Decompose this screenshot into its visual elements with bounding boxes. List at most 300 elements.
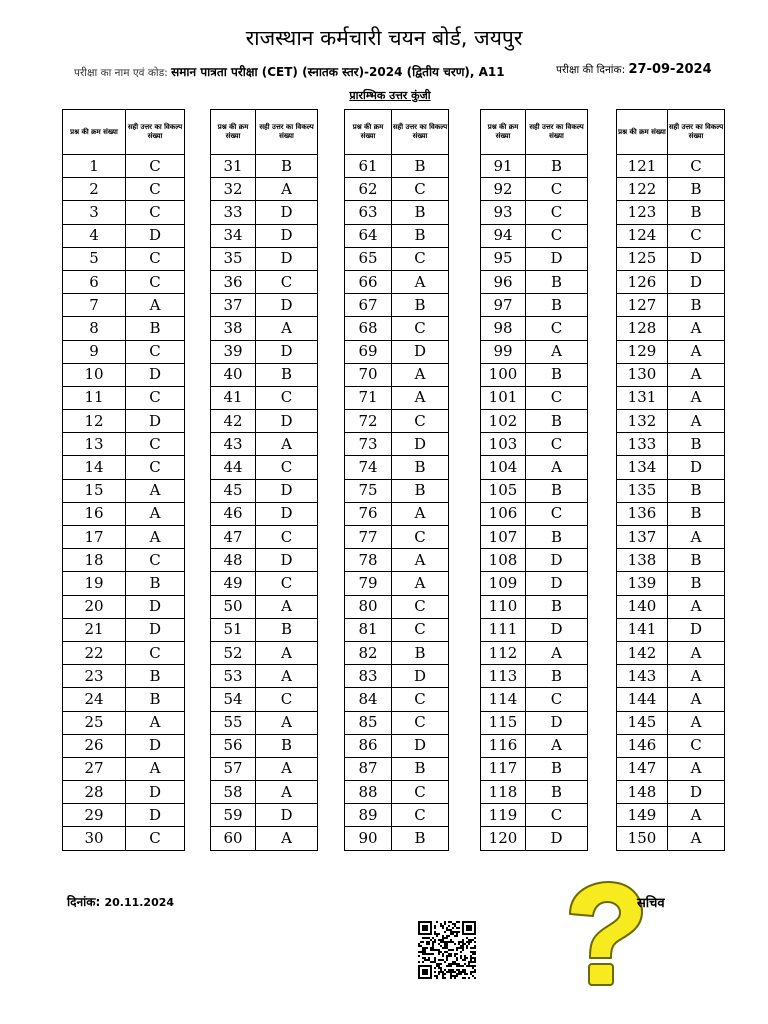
table-row xyxy=(211,711,318,734)
answer-option: D xyxy=(392,665,449,688)
table-row xyxy=(617,549,725,572)
table-row xyxy=(481,711,588,734)
question-number: 47 xyxy=(211,526,256,549)
question-number: 41 xyxy=(211,386,256,409)
table-row xyxy=(63,386,185,409)
answer-option: C xyxy=(256,572,318,595)
answer-option: A xyxy=(126,294,185,317)
question-number: 33 xyxy=(211,201,256,224)
question-number: 110 xyxy=(481,595,526,618)
answer-option: A xyxy=(392,572,449,595)
exam-label: परीक्षा का नाम एवं कोड: xyxy=(74,67,168,79)
answer-option: D xyxy=(526,549,588,572)
table-row xyxy=(481,572,588,595)
answer-option: C xyxy=(392,247,449,270)
answer-option: A xyxy=(256,665,318,688)
question-number: 146 xyxy=(617,734,668,757)
question-number: 128 xyxy=(617,317,668,340)
question-number: 81 xyxy=(345,618,392,641)
table-row xyxy=(211,317,318,340)
table-row xyxy=(617,363,725,386)
table-header-row xyxy=(345,110,449,155)
answer-option: A xyxy=(256,711,318,734)
table-row xyxy=(63,595,185,618)
table-row xyxy=(617,178,725,201)
table-row xyxy=(345,572,449,595)
table-row xyxy=(211,386,318,409)
answer-option-header: सही उत्तर का विकल्प संख्या xyxy=(668,110,725,155)
question-number: 93 xyxy=(481,201,526,224)
answer-option-header: सही उत्तर का विकल्प संख्या xyxy=(126,110,185,155)
answer-option: C xyxy=(126,827,185,850)
question-number: 58 xyxy=(211,781,256,804)
table-row xyxy=(63,433,185,456)
table-row xyxy=(345,526,449,549)
question-number: 63 xyxy=(345,201,392,224)
answer-option: C xyxy=(392,410,449,433)
table-row xyxy=(345,456,449,479)
question-number: 86 xyxy=(345,734,392,757)
question-number: 66 xyxy=(345,270,392,293)
question-number: 8 xyxy=(63,317,126,340)
table-row xyxy=(617,804,725,827)
answer-option: B xyxy=(668,502,725,525)
answer-option: D xyxy=(526,618,588,641)
answer-option: C xyxy=(668,155,725,178)
table-row xyxy=(63,549,185,572)
table-row xyxy=(345,549,449,572)
answer-option: C xyxy=(526,224,588,247)
table-header-row xyxy=(63,110,185,155)
answer-option: A xyxy=(126,526,185,549)
footer-date xyxy=(67,893,174,910)
question-number: 9 xyxy=(63,340,126,363)
answer-option: A xyxy=(668,386,725,409)
question-number: 108 xyxy=(481,549,526,572)
answer-option: D xyxy=(526,711,588,734)
answer-option: A xyxy=(256,317,318,340)
table-row xyxy=(481,201,588,224)
table-row xyxy=(211,456,318,479)
table-row xyxy=(481,155,588,178)
table-row xyxy=(481,595,588,618)
question-number: 132 xyxy=(617,410,668,433)
table-row xyxy=(481,386,588,409)
table-row xyxy=(63,804,185,827)
answer-table-5 xyxy=(616,109,725,851)
answer-option: A xyxy=(668,804,725,827)
question-number: 15 xyxy=(63,479,126,502)
question-number: 94 xyxy=(481,224,526,247)
answer-option: B xyxy=(526,270,588,293)
answer-option: B xyxy=(668,479,725,502)
question-number: 144 xyxy=(617,688,668,711)
answer-option: C xyxy=(526,178,588,201)
answer-option: D xyxy=(256,201,318,224)
question-number: 109 xyxy=(481,572,526,595)
table-row xyxy=(481,270,588,293)
table-row xyxy=(617,247,725,270)
question-number: 2 xyxy=(63,178,126,201)
answer-option: B xyxy=(126,665,185,688)
answer-option: D xyxy=(392,734,449,757)
table-row xyxy=(63,155,185,178)
table-row xyxy=(345,363,449,386)
table-row xyxy=(63,340,185,363)
table-row xyxy=(211,781,318,804)
question-number: 40 xyxy=(211,363,256,386)
table-row xyxy=(345,178,449,201)
question-number: 91 xyxy=(481,155,526,178)
answer-option: B xyxy=(526,410,588,433)
question-number: 14 xyxy=(63,456,126,479)
answer-option: D xyxy=(126,734,185,757)
question-number: 97 xyxy=(481,294,526,317)
table-row xyxy=(345,201,449,224)
question-number: 17 xyxy=(63,526,126,549)
answer-option: C xyxy=(526,502,588,525)
table-row xyxy=(345,270,449,293)
question-number: 114 xyxy=(481,688,526,711)
table-row xyxy=(617,711,725,734)
answer-option: B xyxy=(126,317,185,340)
answer-option: B xyxy=(392,757,449,780)
page-title: राजस्थान कर्मचारी चयन बोर्ड, जयपुर xyxy=(245,26,523,50)
table-row xyxy=(211,549,318,572)
question-number: 133 xyxy=(617,433,668,456)
question-number: 105 xyxy=(481,479,526,502)
question-number: 85 xyxy=(345,711,392,734)
question-number: 126 xyxy=(617,270,668,293)
answer-option: B xyxy=(526,155,588,178)
question-number: 96 xyxy=(481,270,526,293)
answer-option: B xyxy=(668,549,725,572)
table-row xyxy=(211,224,318,247)
question-number: 71 xyxy=(345,386,392,409)
answer-option: D xyxy=(668,618,725,641)
answer-option: A xyxy=(668,688,725,711)
answer-option: C xyxy=(668,224,725,247)
table-row xyxy=(481,526,588,549)
question-number: 77 xyxy=(345,526,392,549)
table-row xyxy=(345,502,449,525)
question-number: 134 xyxy=(617,456,668,479)
answer-option: D xyxy=(256,224,318,247)
question-number: 74 xyxy=(345,456,392,479)
answer-option: D xyxy=(256,340,318,363)
answer-option: C xyxy=(526,804,588,827)
table-row xyxy=(63,247,185,270)
answer-option: B xyxy=(668,433,725,456)
answer-option: C xyxy=(392,781,449,804)
question-number: 104 xyxy=(481,456,526,479)
answer-option: C xyxy=(526,386,588,409)
question-number: 25 xyxy=(63,711,126,734)
question-number: 23 xyxy=(63,665,126,688)
table-row xyxy=(345,665,449,688)
table-row xyxy=(345,247,449,270)
table-row xyxy=(211,502,318,525)
table-row xyxy=(617,456,725,479)
answer-option: B xyxy=(392,827,449,850)
table-row xyxy=(617,688,725,711)
question-number: 11 xyxy=(63,386,126,409)
answer-option: B xyxy=(392,641,449,664)
question-number: 121 xyxy=(617,155,668,178)
table-row xyxy=(617,595,725,618)
table-row xyxy=(63,270,185,293)
question-number: 80 xyxy=(345,595,392,618)
question-number: 92 xyxy=(481,178,526,201)
answer-option: C xyxy=(526,433,588,456)
question-mark-icon xyxy=(560,880,646,988)
answer-option: B xyxy=(668,201,725,224)
table-row xyxy=(345,688,449,711)
answer-option: D xyxy=(256,549,318,572)
exam-name: समान पात्रता परीक्षा (CET) (स्नातक स्तर)-2024 (द्वितीय चरण), A11 xyxy=(171,65,505,79)
table-row xyxy=(617,386,725,409)
table-row xyxy=(345,155,449,178)
answer-option: D xyxy=(526,247,588,270)
table-row xyxy=(211,178,318,201)
question-number-header: प्रश्न की क्रम संख्या xyxy=(63,110,126,155)
answer-option: A xyxy=(392,502,449,525)
table-row xyxy=(617,502,725,525)
question-number: 57 xyxy=(211,757,256,780)
answer-option: A xyxy=(526,734,588,757)
question-number: 46 xyxy=(211,502,256,525)
answer-option: B xyxy=(256,734,318,757)
answer-option: B xyxy=(526,595,588,618)
answer-option: B xyxy=(256,618,318,641)
answer-option: D xyxy=(126,618,185,641)
table-row xyxy=(63,572,185,595)
table-row xyxy=(63,688,185,711)
table-row xyxy=(63,224,185,247)
question-number: 113 xyxy=(481,665,526,688)
question-number: 129 xyxy=(617,340,668,363)
question-number: 64 xyxy=(345,224,392,247)
table-row xyxy=(211,433,318,456)
answer-option: B xyxy=(392,479,449,502)
answer-option: A xyxy=(392,363,449,386)
answer-option: C xyxy=(392,688,449,711)
table-row xyxy=(617,340,725,363)
answer-option: A xyxy=(668,340,725,363)
question-number: 122 xyxy=(617,178,668,201)
question-number: 73 xyxy=(345,433,392,456)
table-row xyxy=(211,734,318,757)
table-row xyxy=(211,688,318,711)
question-number: 89 xyxy=(345,804,392,827)
question-number: 32 xyxy=(211,178,256,201)
table-row xyxy=(211,618,318,641)
answer-option: A xyxy=(668,363,725,386)
answer-option: C xyxy=(126,178,185,201)
question-number: 18 xyxy=(63,549,126,572)
table-row xyxy=(211,479,318,502)
question-number: 49 xyxy=(211,572,256,595)
question-number: 6 xyxy=(63,270,126,293)
answer-option: D xyxy=(126,363,185,386)
answer-option: D xyxy=(526,827,588,850)
table-row xyxy=(617,201,725,224)
table-row xyxy=(617,781,725,804)
question-number: 98 xyxy=(481,317,526,340)
table-row xyxy=(211,363,318,386)
answer-table-1 xyxy=(62,109,185,851)
question-number: 13 xyxy=(63,433,126,456)
table-row xyxy=(617,665,725,688)
question-number: 75 xyxy=(345,479,392,502)
question-number: 117 xyxy=(481,757,526,780)
answer-key-subtitle: प्रारम्भिक उत्तर कुंजी xyxy=(349,89,431,102)
answer-option: B xyxy=(392,224,449,247)
table-header-row xyxy=(211,110,318,155)
question-number: 39 xyxy=(211,340,256,363)
table-row xyxy=(211,641,318,664)
table-row xyxy=(617,224,725,247)
table-row xyxy=(211,804,318,827)
table-row xyxy=(63,781,185,804)
answer-option: B xyxy=(526,294,588,317)
table-row xyxy=(617,317,725,340)
table-row xyxy=(617,433,725,456)
answer-option: A xyxy=(668,711,725,734)
answer-option: A xyxy=(668,317,725,340)
question-number: 125 xyxy=(617,247,668,270)
table-row xyxy=(617,479,725,502)
answer-option-header: सही उत्तर का विकल्प संख्या xyxy=(526,110,588,155)
table-row xyxy=(481,247,588,270)
question-number: 52 xyxy=(211,641,256,664)
answer-option: C xyxy=(392,178,449,201)
answer-option: D xyxy=(126,410,185,433)
table-row xyxy=(481,618,588,641)
question-number: 115 xyxy=(481,711,526,734)
answer-option: C xyxy=(526,317,588,340)
question-number: 100 xyxy=(481,363,526,386)
qr-code-icon xyxy=(418,921,476,979)
table-row xyxy=(63,201,185,224)
question-number: 24 xyxy=(63,688,126,711)
question-number: 26 xyxy=(63,734,126,757)
table-row xyxy=(617,618,725,641)
table-row xyxy=(617,734,725,757)
table-row xyxy=(63,734,185,757)
question-number: 22 xyxy=(63,641,126,664)
table-row xyxy=(481,340,588,363)
table-row xyxy=(345,479,449,502)
answer-option: D xyxy=(126,595,185,618)
table-row xyxy=(345,757,449,780)
answer-option: C xyxy=(126,549,185,572)
table-row xyxy=(63,294,185,317)
table-row xyxy=(345,317,449,340)
answer-table-2 xyxy=(210,109,318,851)
answer-option: B xyxy=(526,526,588,549)
answer-option: C xyxy=(256,456,318,479)
answer-option: C xyxy=(126,386,185,409)
answer-option: A xyxy=(668,827,725,850)
question-number: 27 xyxy=(63,757,126,780)
question-number: 143 xyxy=(617,665,668,688)
answer-option: B xyxy=(526,665,588,688)
question-number: 149 xyxy=(617,804,668,827)
answer-option: A xyxy=(668,595,725,618)
question-number: 72 xyxy=(345,410,392,433)
question-number: 34 xyxy=(211,224,256,247)
table-row xyxy=(211,526,318,549)
answer-option: C xyxy=(256,386,318,409)
question-number: 103 xyxy=(481,433,526,456)
question-number: 35 xyxy=(211,247,256,270)
answer-option: A xyxy=(526,456,588,479)
question-number: 61 xyxy=(345,155,392,178)
question-number: 5 xyxy=(63,247,126,270)
question-number: 67 xyxy=(345,294,392,317)
table-row xyxy=(63,757,185,780)
answer-option: A xyxy=(526,340,588,363)
table-row xyxy=(345,641,449,664)
table-row xyxy=(63,641,185,664)
answer-option: C xyxy=(256,526,318,549)
answer-option: D xyxy=(256,410,318,433)
answer-option: C xyxy=(392,618,449,641)
question-number: 141 xyxy=(617,618,668,641)
answer-table-3 xyxy=(344,109,449,851)
question-number: 131 xyxy=(617,386,668,409)
question-number: 29 xyxy=(63,804,126,827)
answer-option: D xyxy=(256,247,318,270)
question-number: 56 xyxy=(211,734,256,757)
table-row xyxy=(211,595,318,618)
answer-table-4 xyxy=(480,109,588,851)
answer-option: B xyxy=(526,781,588,804)
answer-option: A xyxy=(668,410,725,433)
question-number: 130 xyxy=(617,363,668,386)
table-row xyxy=(345,827,449,850)
table-row xyxy=(211,155,318,178)
question-number: 124 xyxy=(617,224,668,247)
question-number: 106 xyxy=(481,502,526,525)
answer-option: B xyxy=(526,757,588,780)
table-row xyxy=(481,456,588,479)
question-number: 78 xyxy=(345,549,392,572)
table-row xyxy=(481,433,588,456)
question-number: 51 xyxy=(211,618,256,641)
answer-option: C xyxy=(392,526,449,549)
answer-option: C xyxy=(668,734,725,757)
table-row xyxy=(211,757,318,780)
question-number: 135 xyxy=(617,479,668,502)
table-row xyxy=(211,827,318,850)
answer-option: C xyxy=(126,340,185,363)
exam-date-info xyxy=(556,62,712,77)
question-number: 19 xyxy=(63,572,126,595)
question-number: 140 xyxy=(617,595,668,618)
answer-option: C xyxy=(126,201,185,224)
table-row xyxy=(63,456,185,479)
answer-option: D xyxy=(126,781,185,804)
question-number: 139 xyxy=(617,572,668,595)
answer-option: C xyxy=(256,270,318,293)
answer-option: D xyxy=(256,479,318,502)
table-row xyxy=(211,665,318,688)
table-row xyxy=(617,641,725,664)
answer-option: A xyxy=(392,270,449,293)
answer-option: C xyxy=(126,247,185,270)
